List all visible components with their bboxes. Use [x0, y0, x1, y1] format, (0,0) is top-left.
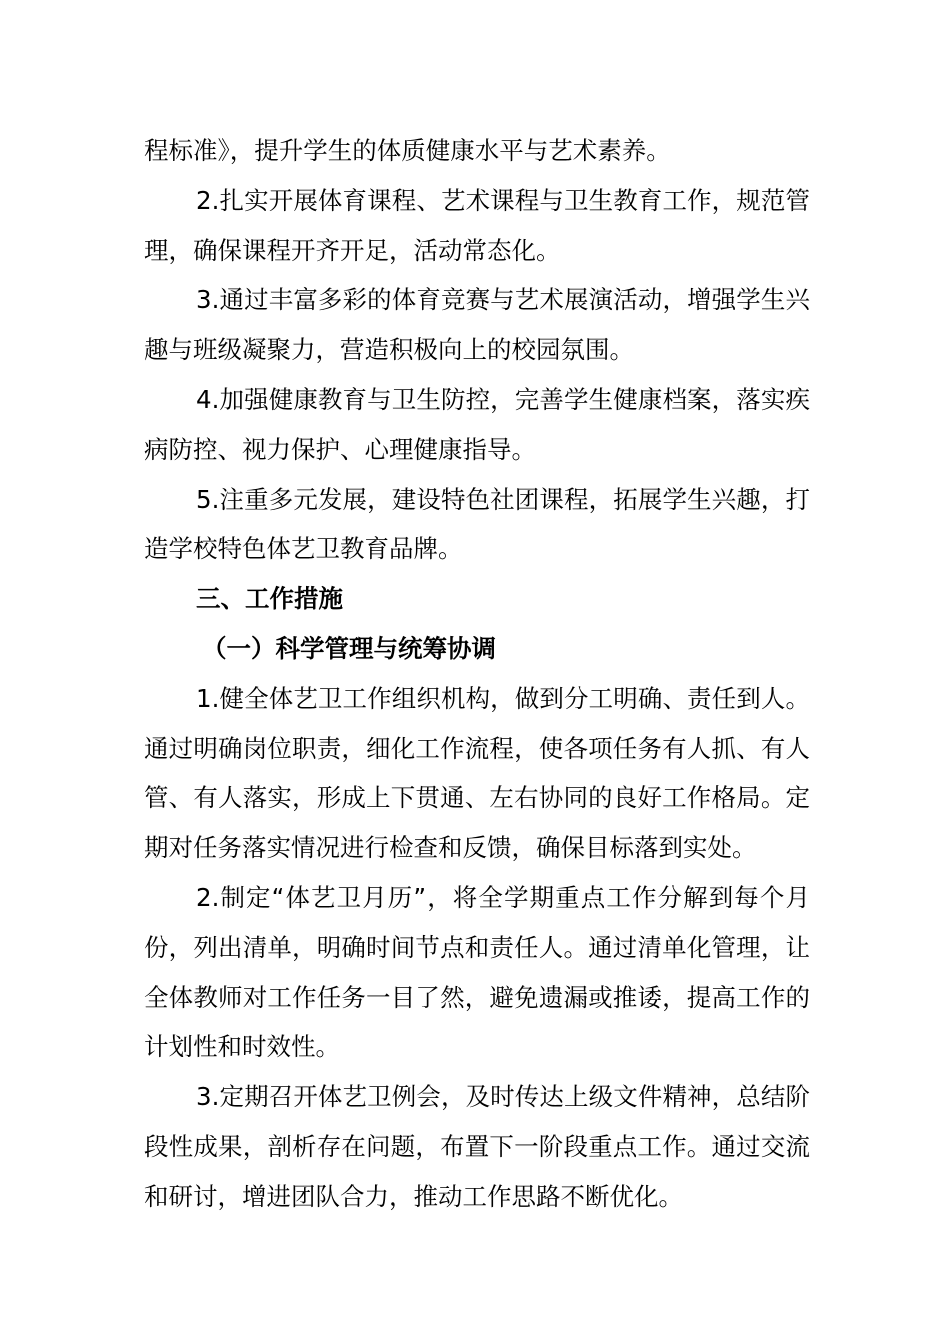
section-heading-measures: 三、工作措施: [196, 584, 343, 614]
paragraph-continuation: 程标准》，提升学生的体质健康水平与艺术素养。: [144, 136, 671, 165]
paragraph-item-5: 5.注重多元发展，建设特色社团课程，拓展学生兴趣，打造学校特色体艺卫教育品牌。: [144, 484, 810, 564]
paragraph-item-3: 3.通过丰富多彩的体育竞赛与艺术展演活动，增强学生兴趣与班级凝聚力，营造积极向上的校园氛围。: [144, 285, 810, 365]
subsection-heading-management: （一）科学管理与统筹协调: [202, 633, 496, 663]
paragraph-item-4: 4.加强健康教育与卫生防控，完善学生健康档案，落实疾病防控、视力保护、心理健康指导。: [144, 384, 810, 464]
paragraph-measure-3: 3.定期召开体艺卫例会，及时传达上级文件精神，总结阶段性成果，剖析存在问题，布置下一阶段重点工作。通过交流和研讨，增进团队合力，推动工作思路不断优化。: [144, 1082, 810, 1211]
document-page: [144, 126, 810, 1222]
paragraph-measure-1: 1.健全体艺卫工作组织机构，做到分工明确、责任到人。通过明确岗位职责，细化工作流程，使各项任务有人抓、有人管、有人落实，形成上下贯通、左右协同的良好工作格局。定期对任务落实情况进行检查和反馈，确保目标落到实处。: [144, 683, 810, 863]
paragraph-item-2: 2.扎实开展体育课程、艺术课程与卫生教育工作，规范管理，确保课程开齐开足，活动常态化。: [144, 185, 810, 265]
paragraph-measure-2: 2.制定“体艺卫月历”，将全学期重点工作分解到每个月份，列出清单，明确时间节点和责任人。通过清单化管理，让全体教师对工作任务一目了然，避免遗漏或推诿，提高工作的计划性和时效性。: [144, 882, 810, 1062]
